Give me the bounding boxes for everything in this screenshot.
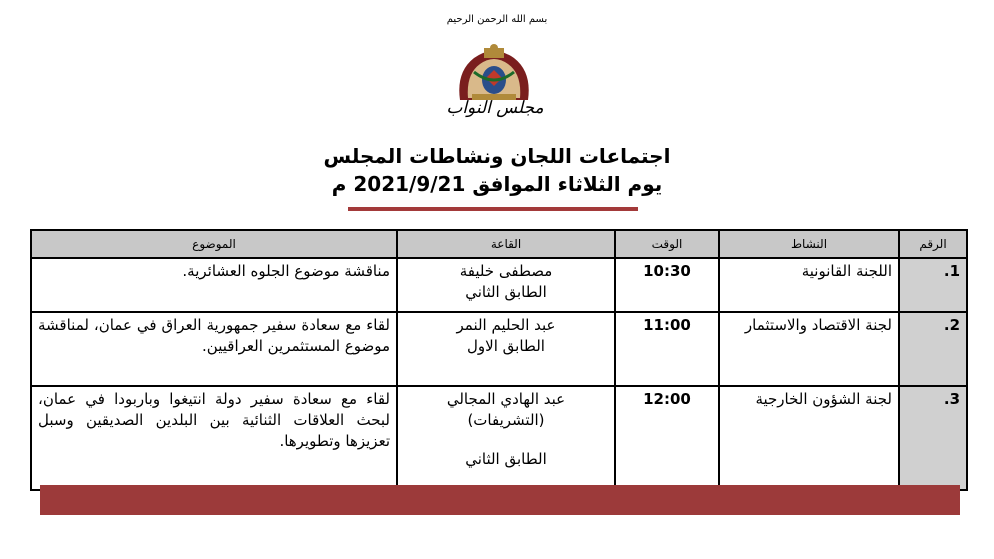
hall-floor: الطابق الاول [467, 337, 545, 355]
row-time: 11:00 [615, 312, 719, 386]
hall-floor: الطابق الثاني [465, 283, 547, 301]
hall-spacer [404, 431, 608, 449]
hall-floor: الطابق الثاني [465, 450, 547, 468]
row-hall [397, 312, 615, 386]
header-time: الوقت [615, 230, 719, 258]
header-activity: النشاط [719, 230, 899, 258]
basmala: بسم الله الرحمن الرحيم [446, 14, 548, 25]
page-subtitle-date: يوم الثلاثاء الموافق 2021/9/21 م [331, 172, 663, 196]
table-header-row [31, 230, 967, 258]
hall-name: عبد الهادي المجالي [446, 390, 566, 408]
table-row [31, 386, 967, 490]
coat-of-arms-emblem [454, 42, 534, 104]
table-row [31, 258, 967, 312]
row-num: 1. [899, 258, 967, 312]
row-time: 12:00 [615, 386, 719, 490]
row-hall [397, 386, 615, 490]
row-topic: مناقشة موضوع الجلوه العشائرية. [31, 258, 397, 312]
header-num: الرقم [899, 230, 967, 258]
table-row [31, 312, 967, 386]
hall-note: (التشريفات) [467, 411, 545, 429]
row-topic: لقاء مع سعادة سفير جمهورية العراق في عمان، لمناقشة موضوع المستثمرين العراقيين. [31, 312, 397, 386]
page-title: اجتماعات اللجان ونشاطات المجلس [323, 144, 671, 168]
header-hall: القاعة [397, 230, 615, 258]
row-topic: لقاء مع سعادة سفير دولة انتيغوا وباربودا في عمان، لبحث العلاقات الثنائية بين البلدين الصديقين وسبل تعزيزها وتطويرها. [31, 386, 397, 490]
row-hall [397, 258, 615, 312]
row-activity: اللجنة القانونية [719, 258, 899, 312]
row-time: 10:30 [615, 258, 719, 312]
row-activity: لجنة الاقتصاد والاستثمار [719, 312, 899, 386]
hall-name: مصطفى خليفة [459, 262, 553, 280]
header-topic: الموضوع [31, 230, 397, 258]
row-num: 3. [899, 386, 967, 490]
parliament-logo-text: مجلس النواب [446, 98, 544, 118]
hall-name: عبد الحليم النمر [456, 316, 556, 334]
schedule-table [30, 229, 968, 491]
footer-accent-bar [40, 485, 960, 515]
row-num: 2. [899, 312, 967, 386]
title-underline-divider [348, 207, 638, 211]
row-activity: لجنة الشؤون الخارجية [719, 386, 899, 490]
